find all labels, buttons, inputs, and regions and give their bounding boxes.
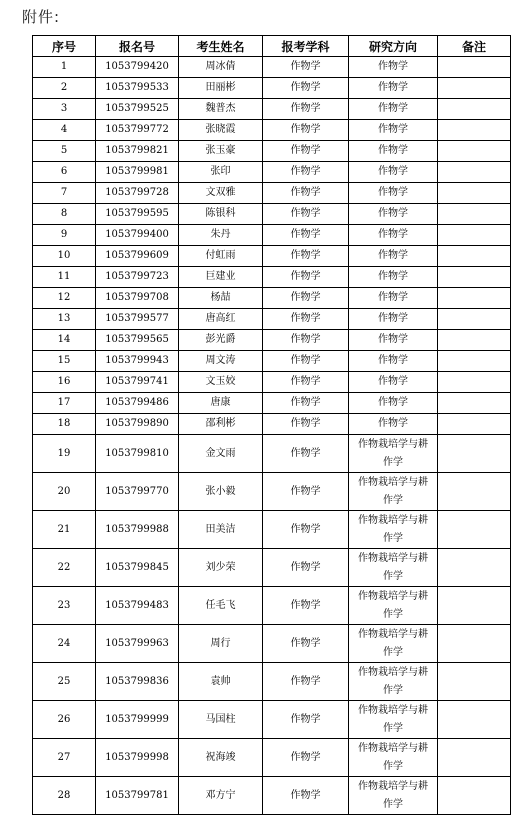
cell-registration-no: 1053799781: [96, 777, 179, 815]
table-row: [33, 435, 511, 473]
cell-remarks: [438, 246, 511, 267]
cell-serial-no: 3: [33, 99, 96, 120]
cell-subject: 作物学: [263, 225, 349, 246]
cell-candidate-name: 邓方宁: [179, 777, 263, 815]
cell-research-direction: 作物学: [349, 99, 438, 120]
cell-serial-no: 28: [33, 777, 96, 815]
cell-research-direction: 作物学: [349, 141, 438, 162]
cell-research-direction: 作物栽培学与耕作学: [349, 549, 438, 587]
cell-remarks: [438, 204, 511, 225]
cell-research-direction: 作物学: [349, 351, 438, 372]
cell-research-direction: 作物学: [349, 57, 438, 78]
cell-serial-no: 15: [33, 351, 96, 372]
cell-candidate-name: 周行: [179, 625, 263, 663]
cell-remarks: [438, 549, 511, 587]
cell-serial-no: 26: [33, 701, 96, 739]
cell-remarks: [438, 414, 511, 435]
cell-registration-no: 1053799890: [96, 414, 179, 435]
cell-research-direction: 作物学: [349, 225, 438, 246]
table-row: [33, 246, 511, 267]
cell-registration-no: 1053799728: [96, 183, 179, 204]
cell-remarks: [438, 99, 511, 120]
cell-subject: 作物学: [263, 701, 349, 739]
cell-candidate-name: 祝海竣: [179, 739, 263, 777]
cell-research-direction: 作物学: [349, 393, 438, 414]
cell-candidate-name: 朱丹: [179, 225, 263, 246]
cell-remarks: [438, 511, 511, 549]
header-remarks: 备注: [438, 36, 511, 57]
admission-list-table: [32, 35, 511, 815]
cell-subject: 作物学: [263, 777, 349, 815]
cell-candidate-name: 田美洁: [179, 511, 263, 549]
cell-subject: 作物学: [263, 288, 349, 309]
cell-serial-no: 12: [33, 288, 96, 309]
table-row: [33, 549, 511, 587]
cell-registration-no: 1053799708: [96, 288, 179, 309]
cell-remarks: [438, 120, 511, 141]
cell-registration-no: 1053799483: [96, 587, 179, 625]
cell-research-direction: 作物学: [349, 162, 438, 183]
cell-subject: 作物学: [263, 141, 349, 162]
cell-candidate-name: 唐高红: [179, 309, 263, 330]
cell-candidate-name: 任毛飞: [179, 587, 263, 625]
cell-subject: 作物学: [263, 162, 349, 183]
cell-subject: 作物学: [263, 309, 349, 330]
cell-registration-no: 1053799565: [96, 330, 179, 351]
cell-candidate-name: 文玉姣: [179, 372, 263, 393]
cell-candidate-name: 袁帅: [179, 663, 263, 701]
cell-serial-no: 25: [33, 663, 96, 701]
cell-research-direction: 作物栽培学与耕作学: [349, 587, 438, 625]
cell-research-direction: 作物栽培学与耕作学: [349, 473, 438, 511]
cell-research-direction: 作物学: [349, 204, 438, 225]
cell-registration-no: 1053799595: [96, 204, 179, 225]
table-header-row: [33, 36, 511, 57]
cell-subject: 作物学: [263, 351, 349, 372]
table-row: [33, 663, 511, 701]
table-row: [33, 120, 511, 141]
cell-serial-no: 4: [33, 120, 96, 141]
cell-research-direction: 作物学: [349, 414, 438, 435]
cell-candidate-name: 巨建业: [179, 267, 263, 288]
cell-registration-no: 1053799999: [96, 701, 179, 739]
cell-candidate-name: 邵利彬: [179, 414, 263, 435]
cell-candidate-name: 周冰倩: [179, 57, 263, 78]
cell-candidate-name: 魏普杰: [179, 99, 263, 120]
cell-remarks: [438, 267, 511, 288]
cell-subject: 作物学: [263, 549, 349, 587]
cell-remarks: [438, 587, 511, 625]
cell-remarks: [438, 777, 511, 815]
table-row: [33, 351, 511, 372]
cell-remarks: [438, 739, 511, 777]
cell-candidate-name: 马国柱: [179, 701, 263, 739]
cell-subject: 作物学: [263, 511, 349, 549]
cell-registration-no: 1053799741: [96, 372, 179, 393]
cell-subject: 作物学: [263, 435, 349, 473]
cell-serial-no: 14: [33, 330, 96, 351]
table-row: [33, 473, 511, 511]
cell-subject: 作物学: [263, 267, 349, 288]
table-row: [33, 162, 511, 183]
table-row: [33, 739, 511, 777]
cell-serial-no: 24: [33, 625, 96, 663]
cell-serial-no: 27: [33, 739, 96, 777]
cell-remarks: [438, 663, 511, 701]
cell-registration-no: 1053799420: [96, 57, 179, 78]
cell-subject: 作物学: [263, 393, 349, 414]
cell-research-direction: 作物栽培学与耕作学: [349, 663, 438, 701]
table-row: [33, 587, 511, 625]
cell-registration-no: 1053799988: [96, 511, 179, 549]
cell-serial-no: 2: [33, 78, 96, 99]
cell-serial-no: 22: [33, 549, 96, 587]
cell-research-direction: 作物学: [349, 372, 438, 393]
cell-serial-no: 8: [33, 204, 96, 225]
cell-research-direction: 作物学: [349, 288, 438, 309]
cell-research-direction: 作物栽培学与耕作学: [349, 625, 438, 663]
cell-research-direction: 作物学: [349, 330, 438, 351]
cell-subject: 作物学: [263, 183, 349, 204]
cell-registration-no: 1053799943: [96, 351, 179, 372]
cell-serial-no: 11: [33, 267, 96, 288]
cell-subject: 作物学: [263, 204, 349, 225]
cell-subject: 作物学: [263, 99, 349, 120]
cell-candidate-name: 张小毅: [179, 473, 263, 511]
cell-research-direction: 作物栽培学与耕作学: [349, 701, 438, 739]
cell-subject: 作物学: [263, 625, 349, 663]
cell-subject: 作物学: [263, 330, 349, 351]
cell-remarks: [438, 435, 511, 473]
table-row: [33, 288, 511, 309]
table-row: [33, 204, 511, 225]
header-subject: 报考学科: [263, 36, 349, 57]
cell-research-direction: 作物学: [349, 120, 438, 141]
header-candidate-name: 考生姓名: [179, 36, 263, 57]
cell-subject: 作物学: [263, 414, 349, 435]
cell-remarks: [438, 625, 511, 663]
cell-candidate-name: 金文雨: [179, 435, 263, 473]
cell-serial-no: 1: [33, 57, 96, 78]
table-row: [33, 625, 511, 663]
cell-remarks: [438, 78, 511, 99]
cell-subject: 作物学: [263, 473, 349, 511]
cell-registration-no: 1053799486: [96, 393, 179, 414]
table-row: [33, 511, 511, 549]
cell-serial-no: 5: [33, 141, 96, 162]
cell-candidate-name: 唐康: [179, 393, 263, 414]
table-row: [33, 393, 511, 414]
table-row: [33, 141, 511, 162]
cell-research-direction: 作物栽培学与耕作学: [349, 435, 438, 473]
cell-remarks: [438, 162, 511, 183]
cell-serial-no: 10: [33, 246, 96, 267]
cell-subject: 作物学: [263, 739, 349, 777]
cell-serial-no: 19: [33, 435, 96, 473]
table-row: [33, 267, 511, 288]
cell-subject: 作物学: [263, 663, 349, 701]
cell-registration-no: 1053799845: [96, 549, 179, 587]
cell-research-direction: 作物栽培学与耕作学: [349, 511, 438, 549]
table-row: [33, 78, 511, 99]
cell-remarks: [438, 393, 511, 414]
cell-serial-no: 16: [33, 372, 96, 393]
cell-serial-no: 23: [33, 587, 96, 625]
cell-remarks: [438, 225, 511, 246]
cell-subject: 作物学: [263, 78, 349, 99]
cell-registration-no: 1053799723: [96, 267, 179, 288]
cell-subject: 作物学: [263, 587, 349, 625]
table-row: [33, 225, 511, 246]
cell-remarks: [438, 351, 511, 372]
header-research-direction: 研究方向: [349, 36, 438, 57]
cell-candidate-name: 张印: [179, 162, 263, 183]
cell-serial-no: 18: [33, 414, 96, 435]
cell-registration-no: 1053799981: [96, 162, 179, 183]
cell-serial-no: 9: [33, 225, 96, 246]
cell-candidate-name: 文双雅: [179, 183, 263, 204]
cell-registration-no: 1053799963: [96, 625, 179, 663]
cell-serial-no: 21: [33, 511, 96, 549]
cell-candidate-name: 付虹雨: [179, 246, 263, 267]
cell-registration-no: 1053799810: [96, 435, 179, 473]
cell-research-direction: 作物学: [349, 246, 438, 267]
cell-remarks: [438, 473, 511, 511]
cell-remarks: [438, 372, 511, 393]
cell-serial-no: 6: [33, 162, 96, 183]
header-registration-no: 报名号: [96, 36, 179, 57]
table-row: [33, 701, 511, 739]
table-row: [33, 309, 511, 330]
cell-subject: 作物学: [263, 372, 349, 393]
table-row: [33, 57, 511, 78]
cell-remarks: [438, 57, 511, 78]
cell-candidate-name: 张玉豪: [179, 141, 263, 162]
header-serial-no: 序号: [33, 36, 96, 57]
cell-registration-no: 1053799609: [96, 246, 179, 267]
cell-candidate-name: 杨喆: [179, 288, 263, 309]
cell-research-direction: 作物学: [349, 267, 438, 288]
cell-remarks: [438, 330, 511, 351]
table-row: [33, 414, 511, 435]
cell-serial-no: 20: [33, 473, 96, 511]
cell-research-direction: 作物学: [349, 183, 438, 204]
cell-registration-no: 1053799772: [96, 120, 179, 141]
cell-registration-no: 1053799577: [96, 309, 179, 330]
cell-candidate-name: 张晓霞: [179, 120, 263, 141]
table-body: [33, 57, 511, 815]
cell-serial-no: 7: [33, 183, 96, 204]
cell-subject: 作物学: [263, 120, 349, 141]
cell-candidate-name: 田丽彬: [179, 78, 263, 99]
cell-serial-no: 13: [33, 309, 96, 330]
cell-subject: 作物学: [263, 57, 349, 78]
cell-candidate-name: 彭光爵: [179, 330, 263, 351]
cell-registration-no: 1053799836: [96, 663, 179, 701]
cell-candidate-name: 周文涛: [179, 351, 263, 372]
table-row: [33, 183, 511, 204]
cell-registration-no: 1053799525: [96, 99, 179, 120]
cell-research-direction: 作物栽培学与耕作学: [349, 739, 438, 777]
cell-remarks: [438, 309, 511, 330]
cell-remarks: [438, 141, 511, 162]
cell-candidate-name: 陈银科: [179, 204, 263, 225]
cell-registration-no: 1053799400: [96, 225, 179, 246]
table-row: [33, 99, 511, 120]
table-row: [33, 330, 511, 351]
cell-remarks: [438, 701, 511, 739]
cell-research-direction: 作物栽培学与耕作学: [349, 777, 438, 815]
table-row: [33, 372, 511, 393]
attachment-heading: 附件:: [22, 8, 61, 26]
cell-remarks: [438, 183, 511, 204]
cell-subject: 作物学: [263, 246, 349, 267]
cell-research-direction: 作物学: [349, 309, 438, 330]
cell-registration-no: 1053799770: [96, 473, 179, 511]
cell-candidate-name: 刘少荣: [179, 549, 263, 587]
cell-registration-no: 1053799821: [96, 141, 179, 162]
cell-remarks: [438, 288, 511, 309]
table-row: [33, 777, 511, 815]
cell-registration-no: 1053799533: [96, 78, 179, 99]
cell-serial-no: 17: [33, 393, 96, 414]
cell-registration-no: 1053799998: [96, 739, 179, 777]
cell-research-direction: 作物学: [349, 78, 438, 99]
